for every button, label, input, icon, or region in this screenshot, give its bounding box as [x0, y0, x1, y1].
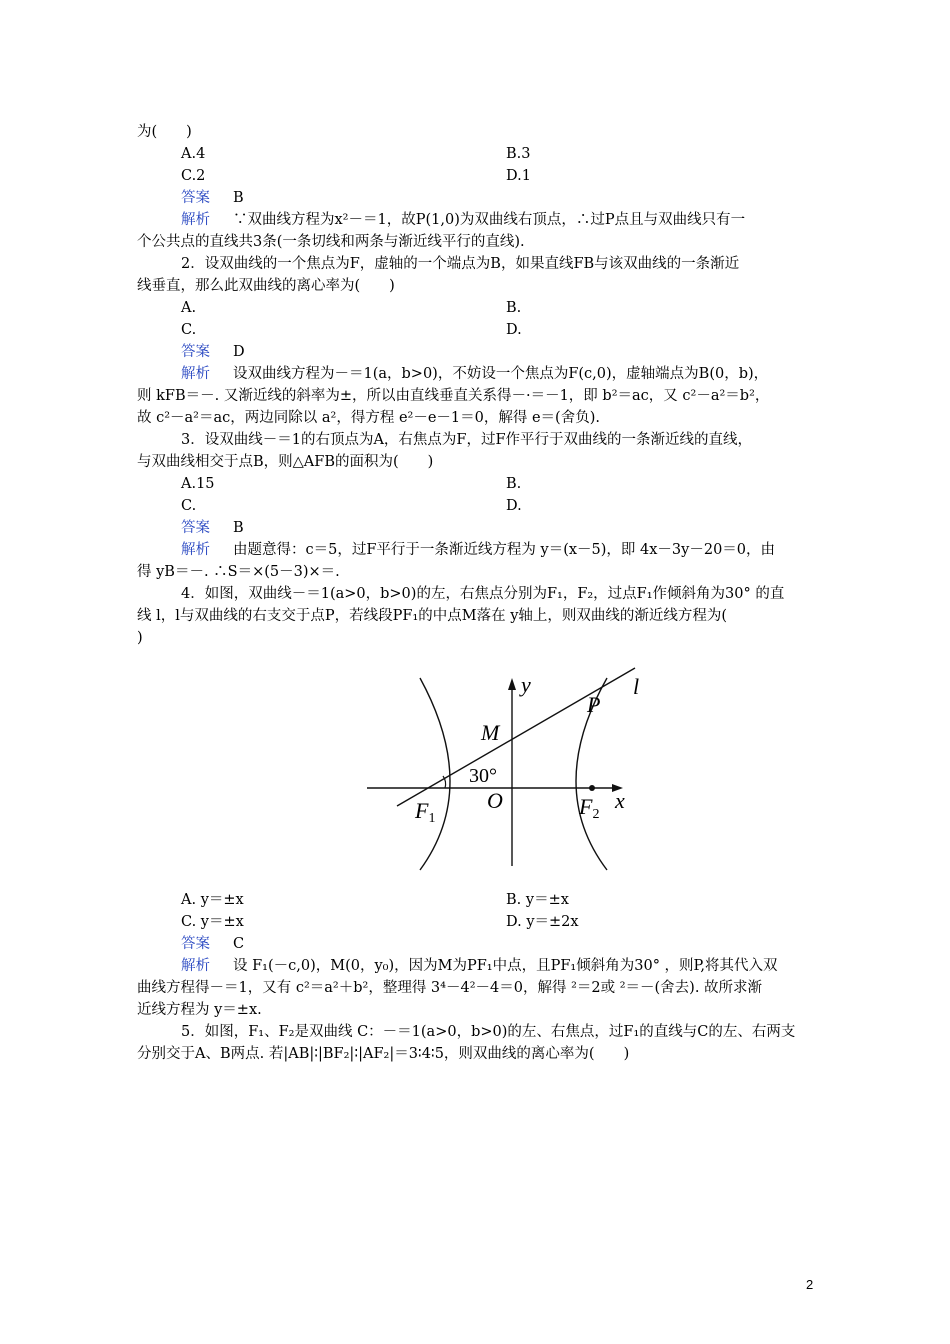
q4-answer [181, 934, 244, 954]
hyperbola-figure [345, 648, 651, 884]
answer-label: 答案 [181, 936, 210, 952]
q2-answer [181, 342, 245, 362]
f2-point [589, 785, 595, 791]
q4-option-a: A. y＝±x [181, 892, 244, 908]
q4-analysis [181, 956, 777, 976]
answer-label: 答案 [181, 520, 210, 536]
q5-stem-line1: 5．如图，F₁、F₂是双曲线 C：－＝1(a>0，b>0)的左、右焦点，过F₁的直线与C的左、右两支 [181, 1024, 796, 1040]
q2-stem-line2: 线垂直，那么此双曲线的离心率为( ) [137, 278, 395, 294]
q4-analysis-line3: 近线方程为 y＝±x. [137, 1002, 262, 1018]
q3-answer [181, 518, 244, 538]
q5-stem-line2: 分别交于A、B两点. 若|AB|∶|BF₂|∶|AF₂|＝3∶4∶5，则双曲线的离心率为( ) [137, 1046, 630, 1062]
q1-option-b: B.3 [506, 146, 531, 162]
f2-letter: F [579, 794, 593, 819]
q2-option-d: D. [506, 322, 522, 338]
y-label: y [521, 672, 531, 697]
q3-option-b: B. [506, 476, 522, 492]
q1-option-a: A.4 [181, 146, 206, 162]
q3-stem-line2: 与双曲线相交于点B，则△AFB的面积为( ) [137, 454, 434, 470]
analysis-text: 设双曲线方程为－＝1(a，b>0)，不妨设一个焦点为F(c,0)，虚轴端点为B(0，b)， [233, 366, 769, 382]
analysis-label: 解析 [181, 542, 210, 558]
analysis-label: 解析 [181, 366, 210, 382]
answer-value: B [233, 520, 244, 536]
q2-stem-line1: 2．设双曲线的一个焦点为F，虚轴的一个端点为B，如果直线FB与该双曲线的一条渐近 [181, 256, 740, 272]
q1-option-c: C.2 [181, 168, 206, 184]
analysis-label: 解析 [181, 212, 210, 228]
q4-analysis-line2: 曲线方程得－＝1，又有 c²＝a²＋b²，整理得 3⁴－4²－4＝0，解得 ²＝2或 ²＝－(舍去). 故所求渐 [137, 980, 763, 996]
x-label: x [615, 788, 625, 813]
q3-option-d: D. [506, 498, 522, 514]
analysis-text: ∵双曲线方程为x²－＝1，故P(1,0)为双曲线右顶点，∴过P点且与双曲线只有一 [233, 212, 746, 228]
q3-analysis [181, 540, 775, 560]
figure-background [345, 648, 651, 884]
q1-analysis [181, 210, 745, 230]
q3-option-a: A.15 [181, 476, 215, 492]
q4-option-c: C. y＝±x [181, 914, 244, 930]
p-label: P [587, 692, 601, 717]
f2-subscript: 2 [592, 807, 600, 822]
analysis-text: 由题意得：c＝5，过F平行于一条渐近线方程为 y＝(x－5)，即 4x－3y－20＝0，由 [233, 542, 776, 558]
q3-analysis-line2: 得 yB＝－. ∴S＝×(5－3)×＝. [137, 564, 340, 580]
q2-analysis-line2: 则 kFB＝－. 又渐近线的斜率为±，所以由直线垂直关系得－·＝－1，即 b²＝ac，又 c²－a²＝b²， [137, 388, 770, 404]
q3-option-c: C. [181, 498, 197, 514]
q4-option-d: D. y＝±2x [506, 914, 579, 930]
q2-option-c: C. [181, 322, 197, 338]
q4-stem-line2: 线 l，l与双曲线的右支交于点P，若线段PF₁的中点M落在 y轴上，则双曲线的渐近线方程为( [137, 608, 728, 624]
f1-subscript: 1 [428, 811, 436, 826]
analysis-text: 设 F₁(－c,0)，M(0，y₀)，因为M为PF₁中点，且PF₁倾斜角为30° ，则P,将其代入双 [233, 958, 778, 974]
q4-stem-line1: 4．如图，双曲线－＝1(a>0，b>0)的左，右焦点分别为F₁，F₂，过点F₁作倾斜角为30° 的直 [181, 586, 785, 602]
q1-answer [181, 188, 244, 208]
q2-analysis-line3: 故 c²－a²＝ac，两边同除以 a²，得方程 e²－e－1＝0，解得 e＝(舍负). [137, 410, 600, 426]
m-label: M [481, 720, 500, 745]
q2-option-b: B. [506, 300, 522, 316]
answer-value: B [233, 190, 244, 206]
answer-label: 答案 [181, 344, 210, 360]
answer-value: C [233, 936, 245, 952]
q4-stem-line3: ) [137, 630, 143, 646]
answer-value: D [233, 344, 245, 360]
answer-label: 答案 [181, 190, 210, 206]
q1-stem-tail: 为( ) [137, 124, 192, 140]
q1-option-d: D.1 [506, 168, 531, 184]
analysis-label: 解析 [181, 958, 210, 974]
q2-analysis [181, 364, 768, 384]
q3-stem-line1: 3．设双曲线－＝1的右顶点为A，右焦点为F，过F作平行于双曲线的一条渐近线的直线， [181, 432, 753, 448]
angle-label: 30° [469, 765, 497, 787]
page-number: 2 [806, 1277, 814, 1292]
q1-analysis-cont: 个公共点的直线共3条(一条切线和两条与渐近线平行的直线). [137, 234, 525, 250]
q4-option-b: B. y＝±x [506, 892, 569, 908]
o-label: O [487, 788, 503, 813]
f1-letter: F [415, 798, 429, 823]
l-label: l [633, 674, 640, 699]
q2-option-a: A. [181, 300, 197, 316]
